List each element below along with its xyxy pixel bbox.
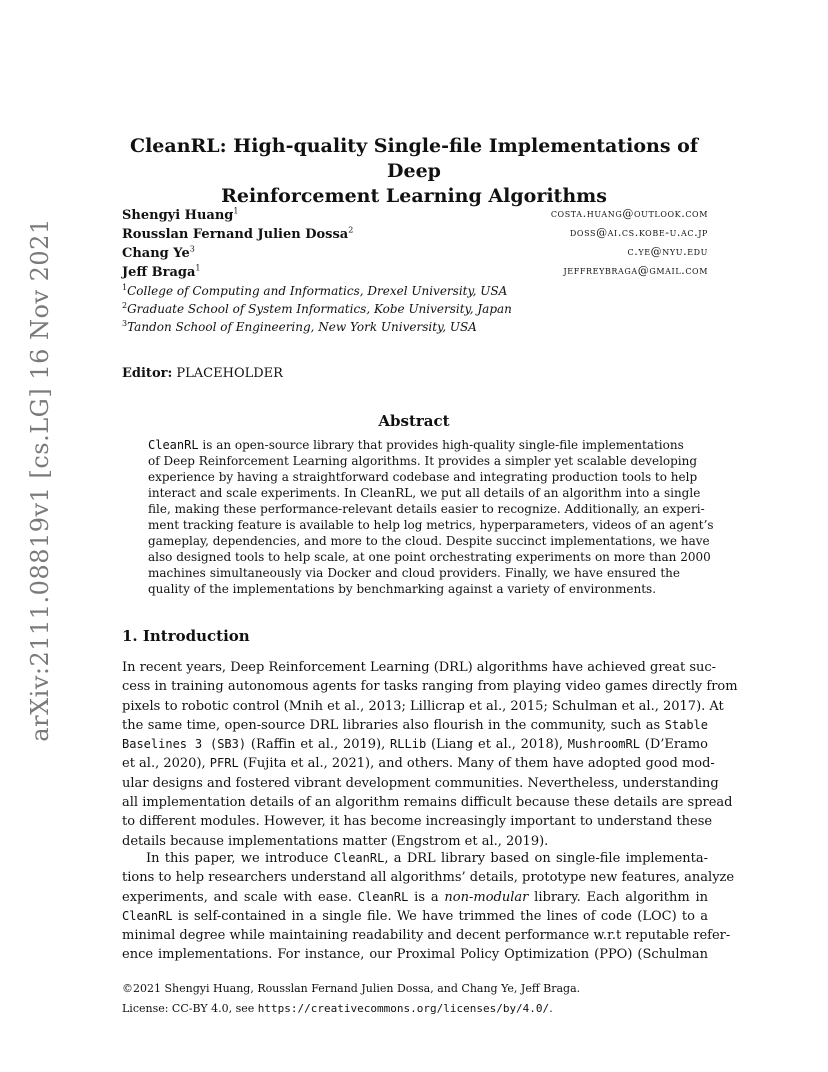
- abstract-heading: Abstract: [378, 412, 450, 430]
- affiliation: [122, 301, 708, 319]
- abstract-line: CleanRL is an open-source library that provides high-quality single-file implementations: [148, 438, 684, 452]
- paragraph-line: experiments, and scale with ease. CleanRL is a non-modular library. Each algorithm in: [122, 889, 708, 905]
- editor-value: PLACEHOLDER: [176, 366, 283, 381]
- author-email[interactable]: doss@ai.cs.kobe-u.ac.jp: [569, 226, 708, 239]
- code-term: CleanRL: [122, 908, 173, 923]
- paragraph-line: all implementation details of an algorithm remains difficult because these details are spread: [122, 795, 733, 811]
- abstract-line: of Deep Reinforcement Learning algorithms. It provides a simpler yet scalable developing: [148, 454, 698, 468]
- author-row: [122, 264, 708, 283]
- abstract-line: interact and scale experiments. In CleanRL, we put all details of an algorithm into a single: [148, 486, 701, 500]
- paragraph-line: tions to help researchers understand all algorithms’ details, prototype new features, analyze: [122, 870, 735, 886]
- author-affiliation-mark: 3: [189, 245, 195, 254]
- editor-line: [122, 366, 283, 381]
- affiliation: [122, 319, 708, 337]
- affiliation-mark: 2: [122, 301, 128, 310]
- intro-paragraph-2: [122, 849, 735, 965]
- paragraph-line: details because implementations matter (Engstrom et al., 2019).: [122, 833, 549, 849]
- affiliation: [122, 283, 708, 301]
- license-suffix: .: [549, 1002, 553, 1015]
- affiliation-mark: 3: [122, 319, 128, 328]
- abstract-line: experience by having a straightforward codebase and integrating production tools to help: [148, 470, 698, 484]
- footer-copyright: ©2021 Shengyi Huang, Rousslan Fernand Julien Dossa, and Chang Ye, Jeff Braga.: [122, 982, 581, 995]
- section-heading-introduction: 1. Introduction: [122, 627, 250, 645]
- author-row: [122, 226, 708, 245]
- author-affiliation-mark: 1: [195, 264, 201, 273]
- affiliation-text: Tandon School of Engineering, New York University, USA: [127, 320, 477, 334]
- code-term: RLLib: [390, 737, 427, 752]
- author-email[interactable]: costa.huang@outlook.com: [550, 207, 708, 220]
- author-name: Chang Ye$^3$: [122, 245, 195, 262]
- author-email[interactable]: jeffreybraga@gmail.com: [563, 264, 708, 277]
- abstract-line: gameplay, dependencies, and more to the cloud. Despite succinct implementations, we have: [148, 534, 710, 548]
- author-affiliation-mark: 1: [233, 207, 239, 216]
- code-term: Stable: [664, 717, 708, 732]
- title-line-1: CleanRL: High-quality Single-file Implementations of Deep: [129, 135, 699, 182]
- paragraph-line: CleanRL is self-contained in a single file. We have trimmed the lines of code (LOC) to a: [122, 908, 708, 924]
- code-term: Baselines 3 (SB3): [122, 737, 247, 752]
- abstract-line: quality of the implementations by benchmarking against a variety of environments.: [148, 582, 657, 596]
- license-link[interactable]: https://creativecommons.org/licenses/by/4.0/: [257, 1002, 550, 1015]
- paragraph-line: et al., 2020), PFRL (Fujita et al., 2021), and others. Many of them have adopted good mod-: [122, 756, 715, 772]
- paragraph-line: the same time, open-source DRL libraries also flourish in the community, such as Stable: [122, 717, 708, 733]
- footer-license: [122, 1002, 553, 1015]
- paragraph-line: pixels to robotic control (Mnih et al., 2013; Lillicrap et al., 2015; Schulman et al., 2017). At: [122, 698, 724, 714]
- abstract-line: machines simultaneously via Docker and cloud providers. Finally, we have ensured the: [148, 566, 680, 580]
- code-term: CleanRL: [357, 889, 409, 904]
- intro-paragraph-1: [122, 658, 738, 851]
- code-term: MushroomRL: [567, 737, 640, 752]
- paper-title: [100, 134, 728, 209]
- abstract-line: file, making these performance-relevant details easier to recognize. Additionally, an experi-: [148, 502, 705, 516]
- author-name: Shengyi Huang$^1$: [122, 207, 239, 224]
- author-row: [122, 245, 708, 264]
- license-prefix: License: CC-BY 4.0, see: [122, 1002, 258, 1015]
- paragraph-line: minimal degree while maintaining readability and decent performance w.r.t reputable refer-: [122, 928, 731, 944]
- paragraph-line: In this paper, we introduce CleanRL, a DRL library based on single-file implementa-: [146, 851, 709, 866]
- paragraph-line: ence implementations. For instance, our Proximal Policy Optimization (PPO) (Schulman: [122, 947, 708, 963]
- arxiv-identifier: arXiv:2111.08819v1 [cs.LG] 16 Nov 2021: [26, 218, 54, 742]
- affiliation-text: College of Computing and Informatics, Drexel University, USA: [127, 284, 508, 298]
- author-block: [122, 207, 708, 337]
- editor-label: Editor:: [122, 366, 173, 381]
- emphasis: non-modular: [444, 889, 529, 905]
- affiliation-mark: 1: [122, 283, 128, 292]
- paragraph-line: In recent years, Deep Reinforcement Learning (DRL) algorithms have achieved great suc-: [122, 660, 717, 675]
- paragraph-line: cess in training autonomous agents for tasks ranging from playing video games directly from: [122, 679, 738, 695]
- code-term: CleanRL: [333, 851, 385, 865]
- paragraph-line: ular designs and fostered vibrant development communities. Nevertheless, understanding: [122, 775, 719, 791]
- affiliation-text: Graduate School of System Informatics, Kobe University, Japan: [127, 302, 512, 316]
- paragraph-line: Baselines 3 (SB3) (Raffin et al., 2019), RLLib (Liang et al., 2018), MushroomRL (D’Eramo: [122, 737, 708, 753]
- code-term: PFRL: [209, 756, 239, 771]
- abstract-line: ment tracking feature is available to help log metrics, hyperparameters, videos of an agent’s: [148, 518, 714, 532]
- author-row: [122, 207, 708, 226]
- author-name: Rousslan Fernand Julien Dossa$^2$: [122, 226, 354, 243]
- author-email[interactable]: c.ye@nyu.edu: [627, 245, 708, 258]
- abstract-body: [148, 437, 714, 597]
- code-term: CleanRL: [148, 438, 199, 452]
- author-name: Jeff Braga$^1$: [122, 264, 201, 281]
- paragraph-line: to different modules. However, it has become increasingly important to understand these: [122, 814, 713, 830]
- author-affiliation-mark: 2: [348, 226, 354, 235]
- title-line-2: Reinforcement Learning Algorithms: [221, 185, 607, 207]
- abstract-line: also designed tools to help scale, at one point orchestrating experiments on more than 2000: [148, 550, 711, 564]
